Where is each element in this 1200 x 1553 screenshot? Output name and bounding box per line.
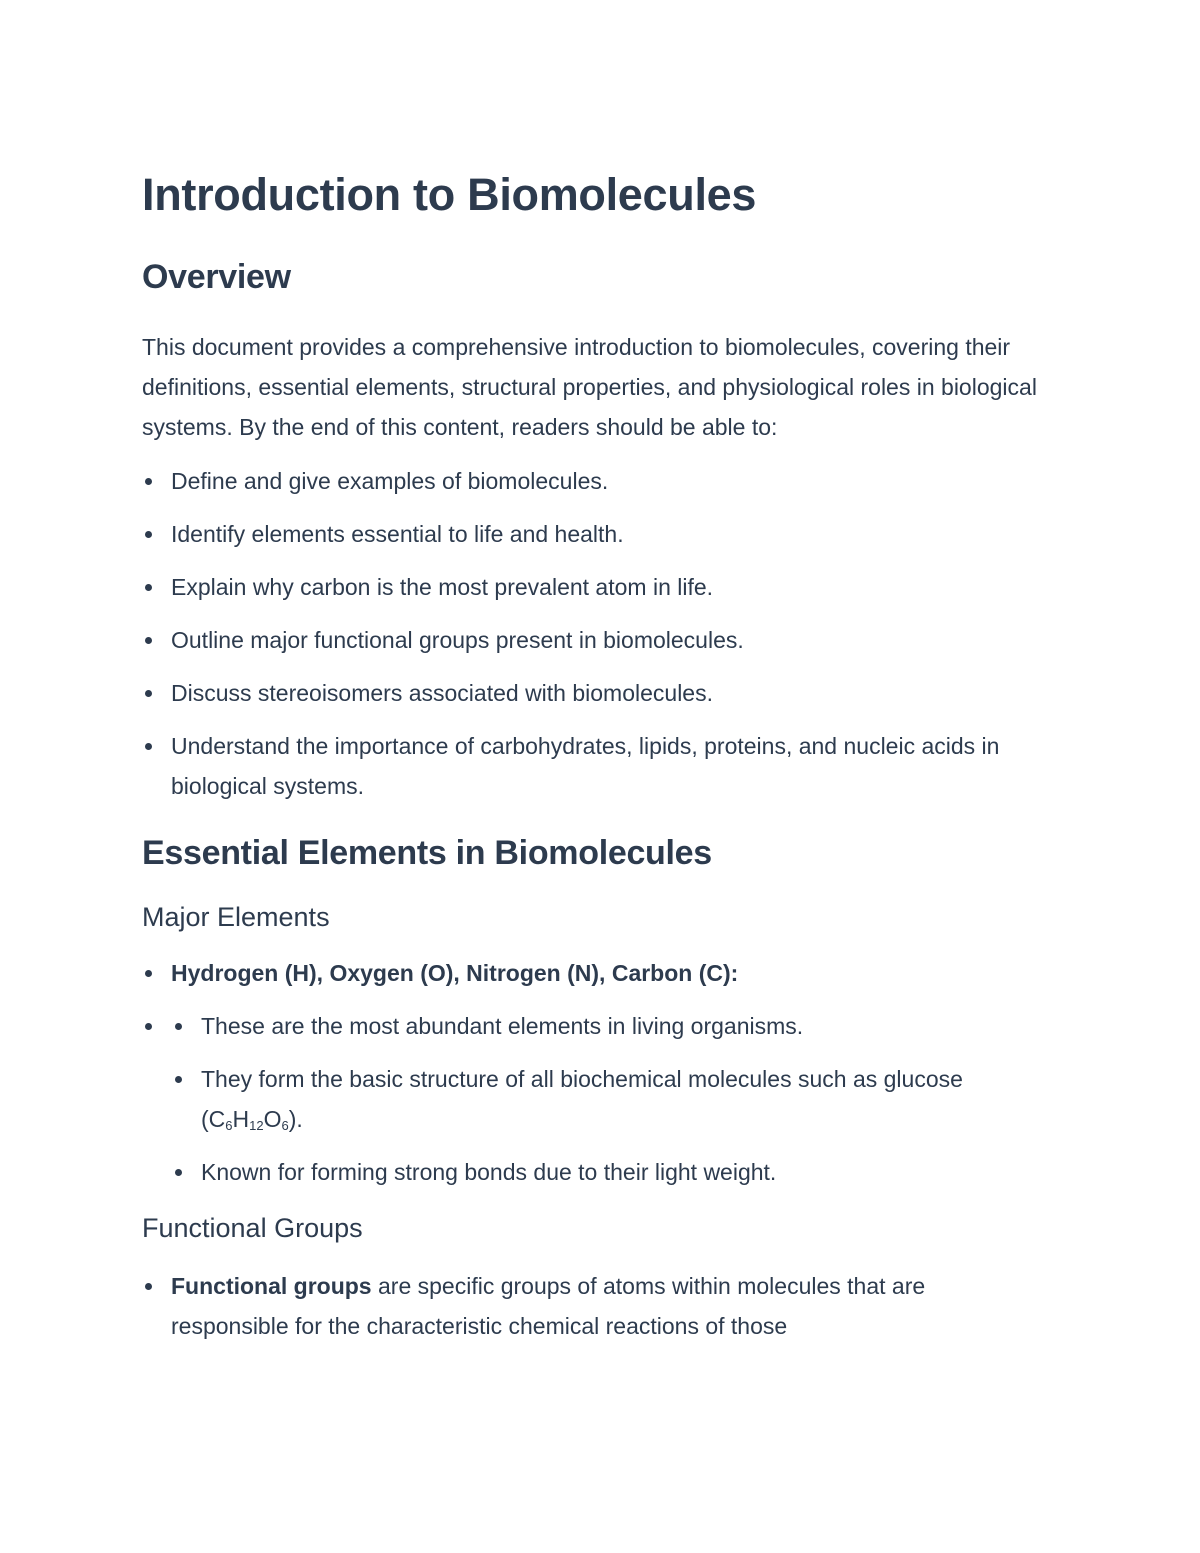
major-elements-sublist	[172, 1006, 1042, 1192]
list-item: Outline major functional groups present in biomolecules.	[142, 620, 1042, 660]
subscript: 6	[225, 1118, 233, 1133]
list-item	[142, 1266, 1042, 1346]
glucose-text: They form the basic structure of all biochemical molecules such as glucose (C	[201, 1066, 963, 1132]
oxygen-symbol: O	[263, 1106, 282, 1132]
list-item: Understand the importance of carbohydrates, lipids, proteins, and nucleic acids in biological systems.	[142, 726, 1042, 806]
functional-groups-list	[142, 1266, 1042, 1346]
overview-heading: Overview	[142, 258, 291, 296]
essential-elements-heading: Essential Elements in Biomolecules	[142, 834, 712, 872]
list-item: Define and give examples of biomolecules.	[142, 461, 1042, 501]
subscript: 6	[281, 1118, 289, 1133]
subscript: 12	[249, 1118, 264, 1133]
list-item: These are the most abundant elements in living organisms.	[172, 1006, 1042, 1046]
page-title: Introduction to Biomolecules	[142, 169, 757, 220]
list-item: Explain why carbon is the most prevalent atom in life.	[142, 567, 1042, 607]
major-elements-label: Hydrogen (H), Oxygen (O), Nitrogen (N), Carbon (C):	[171, 960, 739, 986]
document-page	[142, 165, 1042, 1346]
major-elements-list	[142, 953, 1042, 1192]
list-item: Known for forming strong bonds due to their light weight.	[172, 1152, 1042, 1192]
list-item	[172, 1059, 1042, 1139]
nested-list-container	[142, 1006, 1042, 1192]
objectives-list	[142, 461, 1042, 806]
list-item: Discuss stereoisomers associated with biomolecules.	[142, 673, 1042, 713]
functional-groups-term: Functional groups	[171, 1273, 372, 1299]
overview-intro: This document provides a comprehensive introduction to biomolecules, covering their definitions, essential elements, structural properties, and physiological roles in biological systems. By the end of this content, readers should be able to:	[142, 334, 1037, 440]
major-elements-heading: Major Elements	[142, 902, 330, 932]
functional-groups-definition: are specific groups of atoms within molecules that are responsible for the characteristic chemical reactions of those	[171, 1273, 926, 1339]
functional-groups-heading: Functional Groups	[142, 1213, 363, 1243]
hydrogen-symbol: H	[232, 1106, 250, 1132]
list-item: Identify elements essential to life and health.	[142, 514, 1042, 554]
formula-close: ).	[288, 1106, 303, 1132]
list-item	[142, 953, 1042, 993]
